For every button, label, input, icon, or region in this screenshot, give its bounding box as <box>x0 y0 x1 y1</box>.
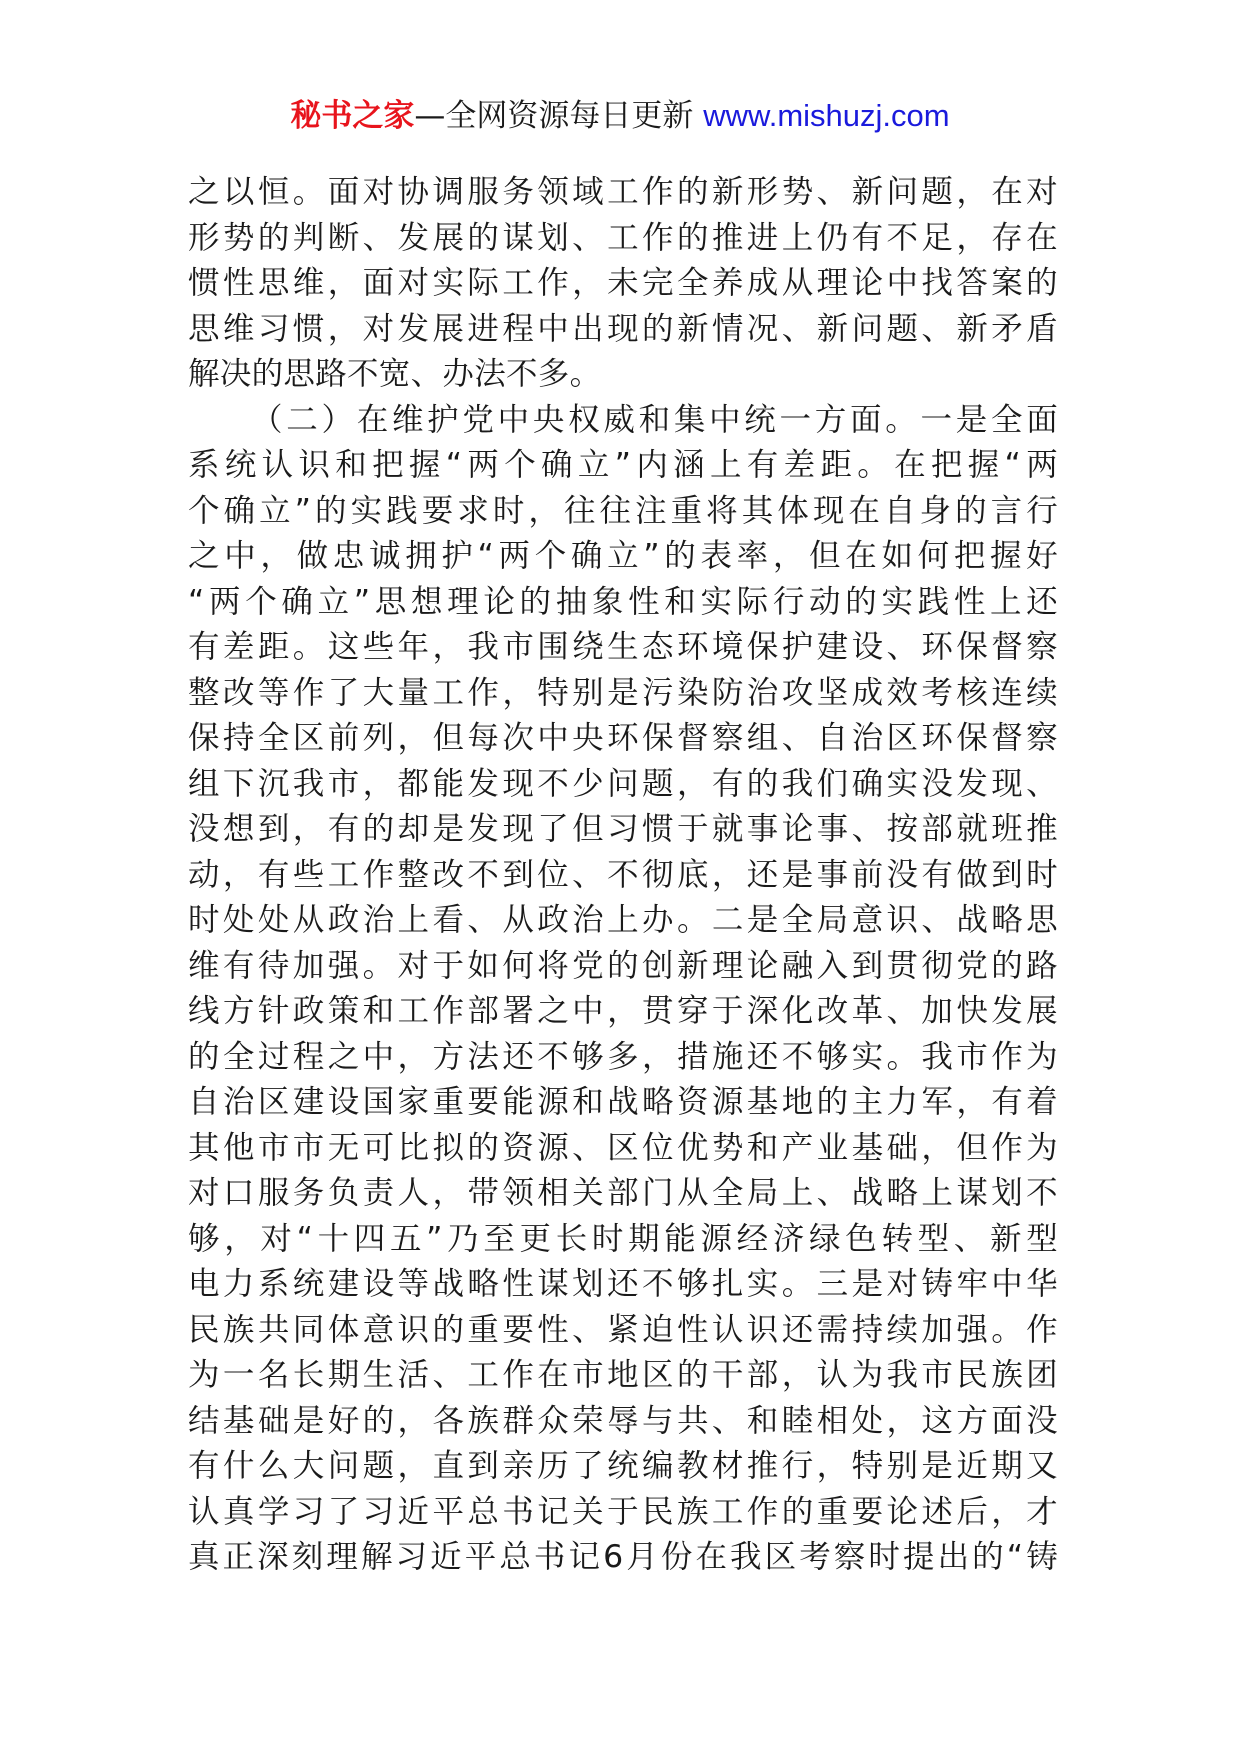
site-header <box>0 96 1240 136</box>
text-line: 系统认识和把握“两个确立”内涵上有差距。在把握“两 <box>188 447 1058 483</box>
text-line: 有差距。这些年，我市围绕生态环境保护建设、环保督察 <box>188 629 1058 665</box>
text-line: 其他市市无可比拟的资源、区位优势和产业基础，但作为 <box>188 1129 1058 1166</box>
site-url-link[interactable]: www.mishuzj.com <box>703 98 950 133</box>
text-line: 线方针政策和工作部署之中，贯穿于深化改革、加快发展 <box>188 993 1058 1029</box>
text-line: 够，对“十四五”乃至更长时期能源经济绿色转型、新型 <box>188 1220 1058 1257</box>
text-line: 整改等作了大量工作，特别是污染防治攻坚成效考核连续 <box>188 674 1058 711</box>
text-line: 组下沉我市，都能发现不少问题，有的我们确实没发现、 <box>188 765 1058 802</box>
text-line: 时处处从政治上看、从政治上办。二是全局意识、战略思 <box>188 902 1058 938</box>
text-line: 保持全区前列，但每次中央环保督察组、自治区环保督察 <box>188 720 1058 756</box>
text-line: 有什么大问题，直到亲历了统编教材推行，特别是近期又 <box>188 1448 1058 1484</box>
text-line: 民族共同体意识的重要性、紧迫性认识还需持续加强。作 <box>188 1311 1058 1348</box>
text-line: 个确立”的实践要求时，往往注重将其体现在自身的言行 <box>188 492 1058 529</box>
text-line: 维有待加强。对于如何将党的创新理论融入到贯彻党的路 <box>188 947 1058 984</box>
text-line: 自治区建设国家重要能源和战略资源基地的主力军，有着 <box>188 1084 1058 1120</box>
text-line: 形势的判断、发展的谋划、工作的推进上仍有不足，存在 <box>188 219 1058 256</box>
header-tagline: —全网资源每日更新 <box>414 98 704 134</box>
text-line: 之以恒。面对协调服务领域工作的新形势、新问题，在对 <box>188 174 1058 210</box>
text-line: 真正深刻理解习近平总书记6月份在我区考察时提出的“铸 <box>188 1539 1058 1575</box>
text-line: 之中，做忠诚拥护“两个确立”的表率，但在如何把握好 <box>188 538 1058 574</box>
text-line: 惯性思维，面对实际工作，未完全养成从理论中找答案的 <box>188 265 1058 301</box>
text-line: 为一名长期生活、工作在市地区的干部，认为我市民族团 <box>188 1357 1058 1393</box>
brand-name: 秘书之家 <box>290 98 415 134</box>
text-line: 没想到，有的却是发现了但习惯于就事论事、按部就班推 <box>188 811 1058 847</box>
text-line: 认真学习了习近平总书记关于民族工作的重要论述后，才 <box>188 1493 1058 1530</box>
text-line: 电力系统建设等战略性谋划还不够扎实。三是对铸牢中华 <box>188 1266 1058 1302</box>
section-heading-line: （二）在维护党中央权威和集中统一方面。一是全面 <box>251 401 1058 438</box>
text-line: 解决的思路不宽、办法不多。 <box>188 356 602 392</box>
text-line: 结基础是好的，各族群众荣辱与共、和睦相处，这方面没 <box>188 1402 1058 1439</box>
document-body <box>188 170 1058 1581</box>
text-line: 动，有些工作整改不到位、不彻底，还是事前没有做到时 <box>188 856 1058 893</box>
text-line: 思维习惯，对发展进程中出现的新情况、新问题、新矛盾 <box>188 310 1058 347</box>
text-line: 的全过程之中，方法还不够多，措施还不够实。我市作为 <box>188 1038 1058 1075</box>
text-line: 对口服务负责人，带领相关部门从全局上、战略上谋划不 <box>188 1175 1058 1211</box>
text-line: “两个确立”思想理论的抽象性和实际行动的实践性上还 <box>188 583 1058 620</box>
